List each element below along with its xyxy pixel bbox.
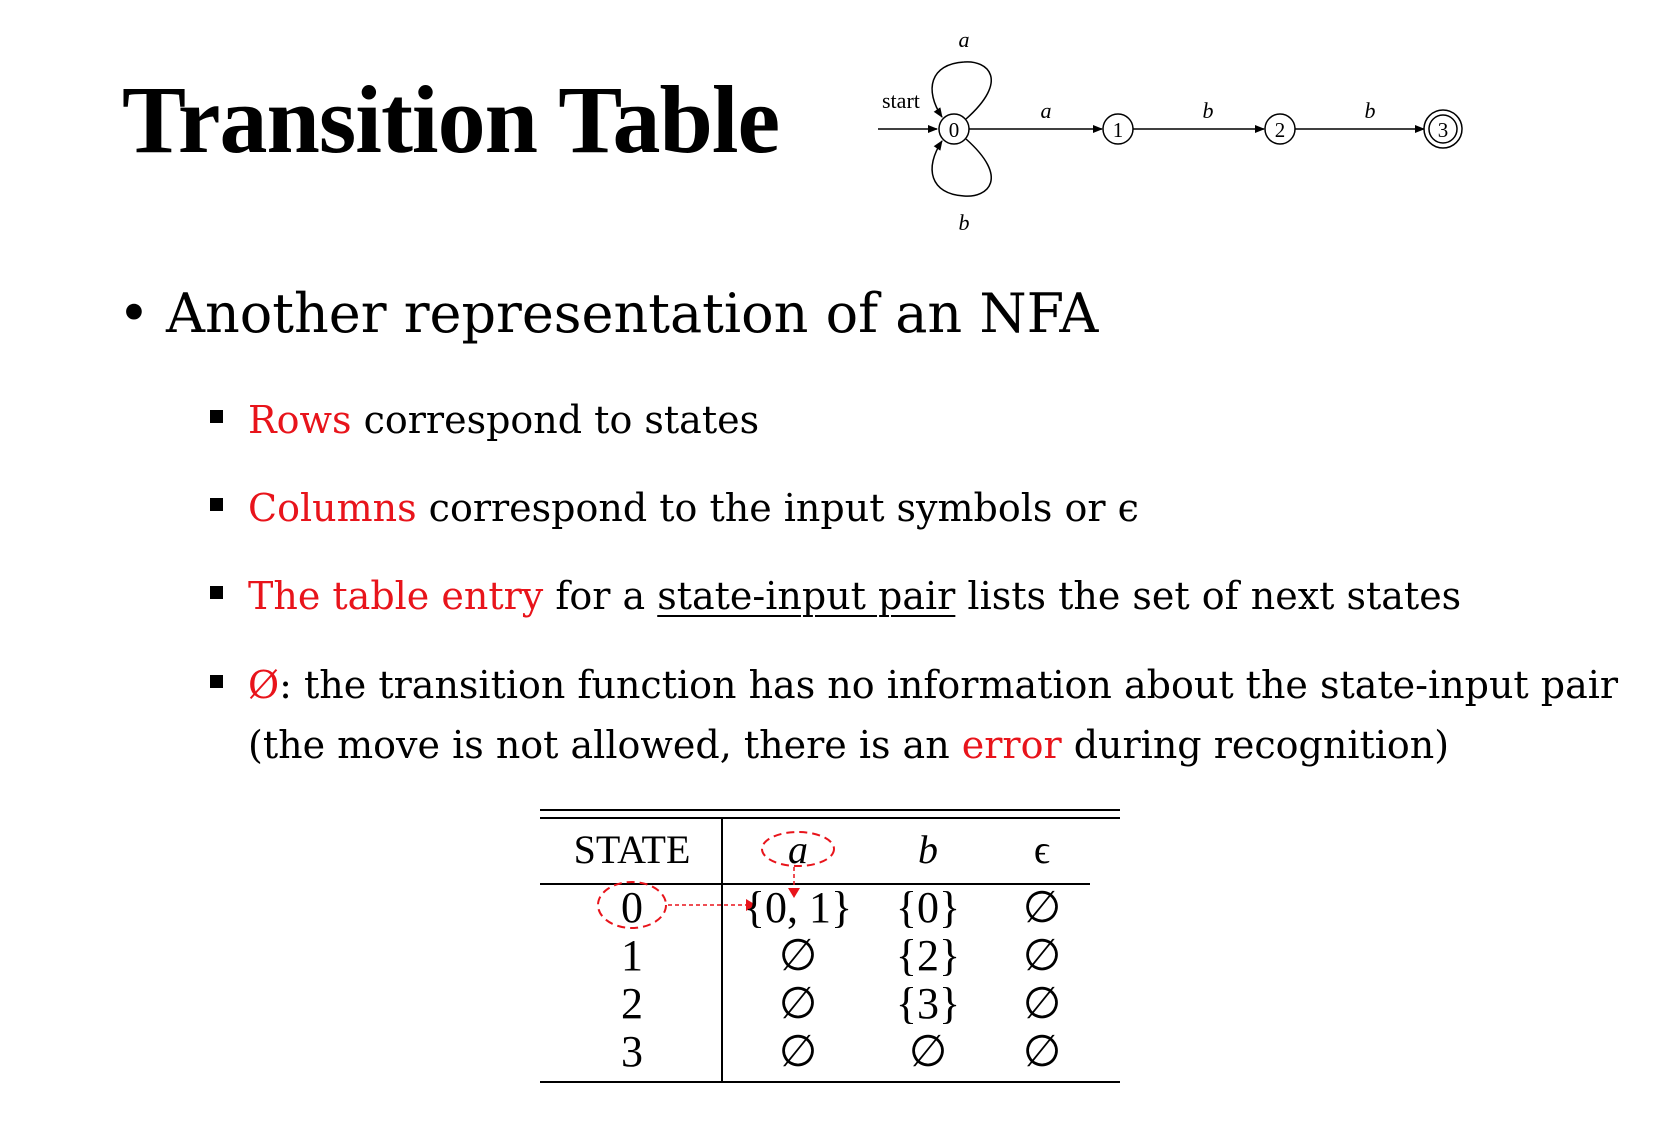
state-0-label: 0 [948,118,960,142]
cell-r0-a: {0, 1} [743,883,853,932]
cell-r1-state: 1 [621,931,643,980]
state-1-label: 1 [1112,118,1124,142]
table-entry-text: lists the set of next states [955,574,1462,618]
start-label: start [882,88,920,113]
cell-r3-b: ∅ [908,1027,948,1076]
square-bullet-icon [210,675,223,688]
state-2-label: 2 [1274,118,1286,142]
nfa-diagram [882,20,1600,250]
main-bullet [118,282,1098,347]
main-bullet-text: Another representation of an NFA [166,282,1099,345]
loop-bottom-label: b [958,210,970,235]
bullet-dot: • [118,282,150,345]
cell-r3-epsilon: ∅ [1022,1027,1062,1076]
empty-set-text: : the transition function has no information about the state-input pair [279,663,1619,707]
loop-top-label: a [958,27,970,52]
rows-term: Rows [248,398,352,442]
state-input-pair-underlined: state-input pair [657,574,956,618]
cell-r1-b: {2} [895,931,961,980]
square-bullet-icon [210,498,223,511]
header-b: b [918,827,938,872]
slide-title: Transition Table [122,66,780,173]
error-term: error [961,723,1062,767]
cell-r2-epsilon: ∅ [1022,979,1062,1028]
cell-r2-a: ∅ [778,979,818,1028]
columns-text: correspond to the input symbols or ϵ [416,486,1139,530]
empty-set-symbol: Ø [248,663,280,707]
cell-r0-b: {0} [895,883,961,932]
state-3-label: 3 [1437,118,1449,142]
header-epsilon: ϵ [1033,827,1051,872]
cell-r0-epsilon: ∅ [1022,883,1062,932]
cell-r2-state: 2 [621,979,643,1028]
cell-r1-epsilon: ∅ [1022,931,1062,980]
cell-r3-state: 3 [621,1027,643,1076]
square-bullet-icon [210,410,223,423]
cell-r3-a: ∅ [778,1027,818,1076]
header-a: a [788,827,808,872]
columns-term: Columns [248,486,417,530]
table-entry-term: The table entry [248,574,544,618]
table-entry-mid: for a [543,574,658,618]
square-bullet-icon [210,586,223,599]
rows-text: correspond to states [351,398,760,442]
cell-r2-b: {3} [895,979,961,1028]
edge-1-2-label: b [1202,98,1214,123]
line2-text-a: (the move is not allowed, there is an [248,723,962,767]
empty-set-text-line2 [248,715,1449,775]
line2-text-b: during recognition) [1061,723,1450,767]
edge-2-3-label: b [1364,98,1376,123]
cell-r1-a: ∅ [778,931,818,980]
header-state: STATE [573,827,691,872]
loop-a-arc [932,62,991,119]
transition-table [540,800,1120,1090]
loop-b-arc [932,139,991,196]
cell-r0-state: 0 [621,883,643,932]
edge-0-1-label: a [1040,98,1052,123]
